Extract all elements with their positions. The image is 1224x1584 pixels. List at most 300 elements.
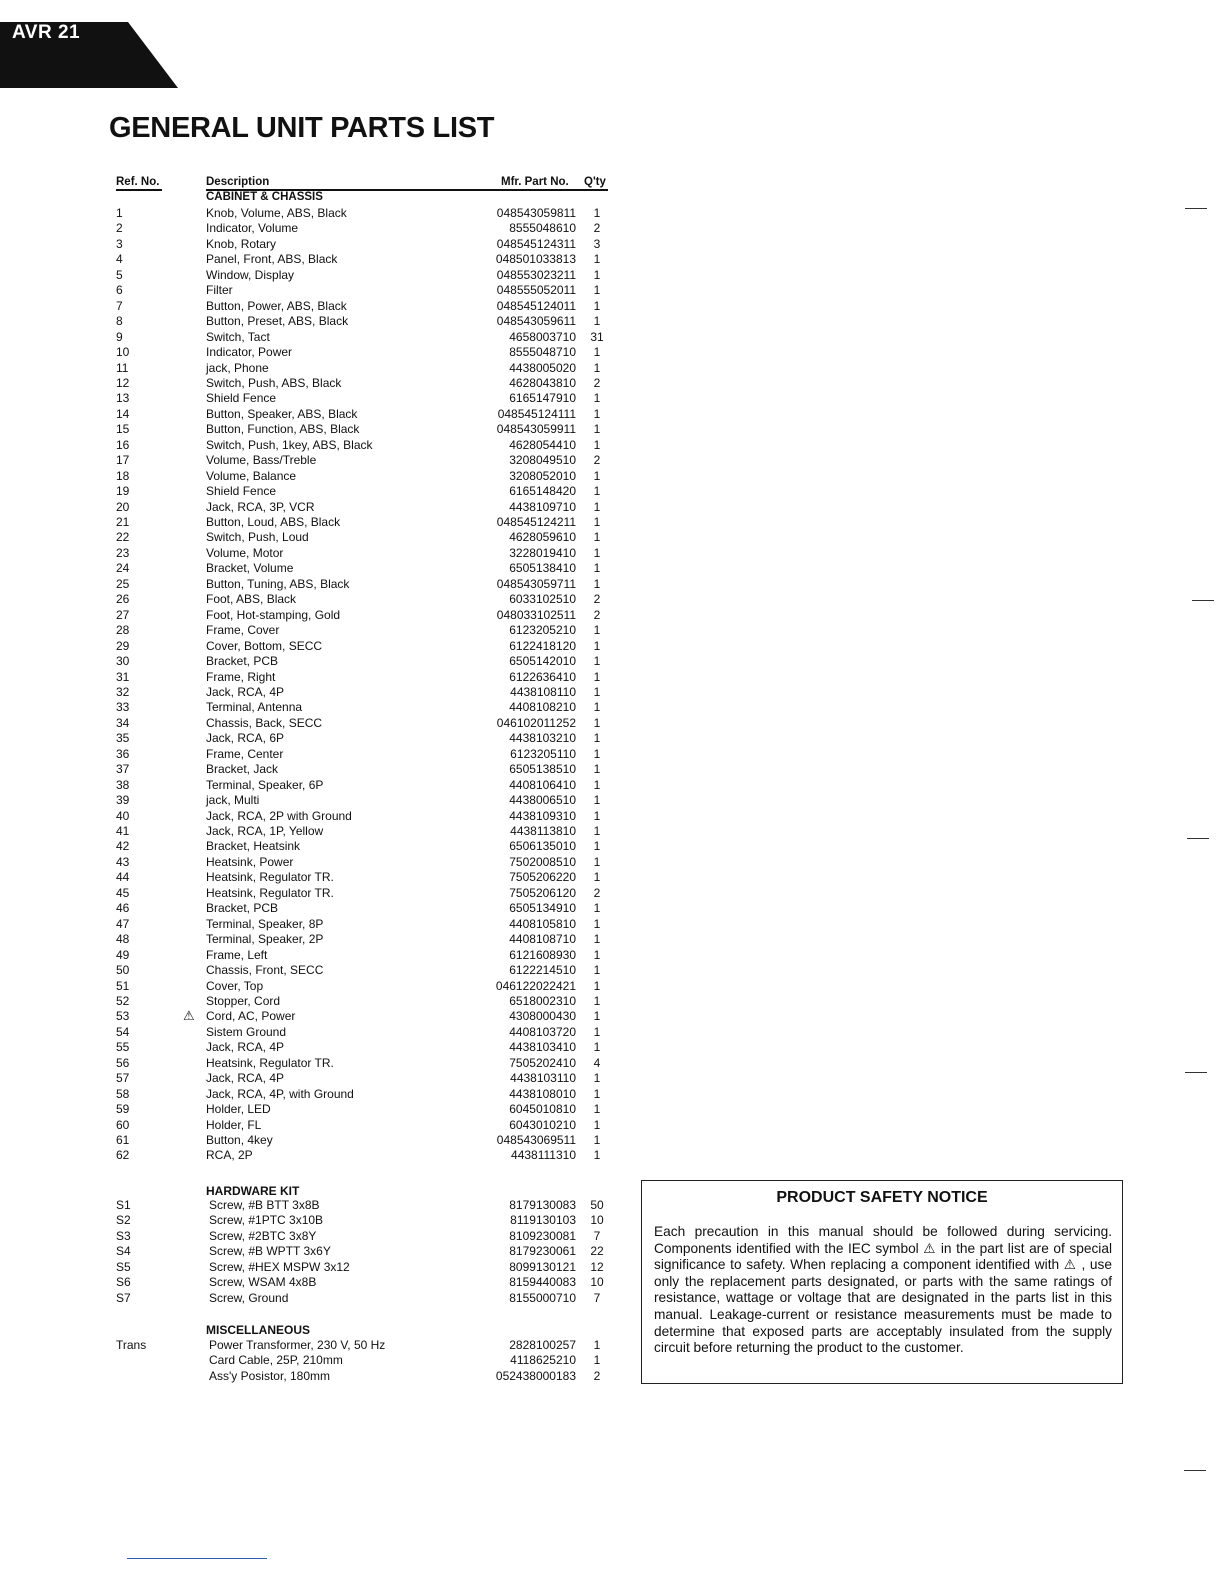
description: Screw, #B BTT 3x8B	[209, 1198, 320, 1212]
description: Sistem Ground	[206, 1024, 287, 1039]
quantity: 1	[593, 978, 601, 993]
ref-no: 39	[116, 793, 130, 808]
description: Holder, LED	[206, 1102, 271, 1117]
table-row	[0, 1056, 608, 1071]
product-safety-notice	[641, 1180, 1123, 1384]
ref-no: 30	[116, 654, 130, 669]
description: Heatsink, Regulator TR.	[206, 885, 334, 900]
description: Button, Tuning, ABS, Black	[206, 576, 350, 591]
table-row	[0, 1040, 608, 1055]
description: Volume, Motor	[206, 545, 284, 560]
quantity: 12	[590, 1259, 604, 1274]
part-number: 7502008510	[509, 854, 576, 869]
table-row	[0, 1133, 608, 1148]
table-row	[0, 1118, 608, 1133]
quantity: 2	[593, 375, 601, 390]
table-row	[0, 1260, 608, 1275]
description: Ass'y Posistor, 180mm	[209, 1368, 330, 1383]
ref-no: 13	[116, 391, 130, 406]
ref-no: 26	[116, 592, 130, 607]
part-number: 3208049510	[509, 453, 576, 468]
part-number: 4628043810	[509, 375, 576, 390]
description: Cord, AC, Power	[206, 1009, 296, 1024]
description: Jack, RCA, 4P, with Ground	[206, 1086, 354, 1101]
quantity: 1	[593, 731, 601, 746]
description: Screw, #2BTC 3x8Y	[209, 1228, 317, 1243]
ref-no: 29	[116, 638, 130, 653]
bottom-rule	[127, 1558, 267, 1559]
table-row	[0, 824, 608, 839]
table-row	[0, 1291, 608, 1306]
ref-no: 19	[116, 484, 130, 499]
quantity: 10	[590, 1275, 604, 1290]
description: Card Cable, 25P, 210mm	[209, 1353, 343, 1368]
table-row	[0, 1338, 608, 1353]
ref-no: 4	[116, 252, 123, 267]
quantity: 1	[593, 345, 601, 360]
description: Holder, FL	[206, 1117, 262, 1132]
table-row	[0, 979, 608, 994]
description: Button, Power, ABS, Black	[206, 298, 347, 313]
part-number: 6505142010	[509, 654, 576, 669]
table-row	[0, 963, 608, 978]
ref-no: 24	[116, 561, 130, 576]
part-number: 048553023211	[496, 267, 576, 282]
quantity: 4	[593, 1055, 601, 1070]
header-underline	[116, 189, 162, 191]
table-row	[0, 1148, 608, 1163]
part-number: 6122636410	[509, 669, 576, 684]
quantity: 1	[593, 406, 601, 421]
quantity: 1	[593, 993, 601, 1008]
quantity: 1	[593, 638, 601, 653]
quantity: 1	[593, 1353, 601, 1368]
table-row	[0, 422, 608, 437]
page-title: GENERAL UNIT PARTS LIST	[109, 112, 495, 144]
ref-no: S6	[116, 1275, 131, 1290]
quantity: 1	[593, 1102, 601, 1117]
part-number: 4408108710	[509, 932, 576, 947]
part-number: 6121608930	[509, 947, 576, 962]
table-row	[0, 870, 608, 885]
description: Switch, Push, Loud	[206, 530, 309, 545]
table-row	[0, 438, 608, 453]
description: Button, Loud, ABS, Black	[206, 515, 341, 529]
quantity: 1	[593, 777, 601, 792]
description: Cover, Bottom, SECC	[206, 638, 323, 653]
part-number: 052438000183	[495, 1368, 576, 1383]
margin-mark	[1185, 208, 1207, 209]
description: jack, Multi	[206, 793, 260, 808]
table-row	[0, 700, 608, 715]
part-number: 6123205210	[509, 623, 576, 638]
table-row	[0, 1071, 608, 1086]
description: Knob, Volume, ABS, Black	[206, 206, 347, 220]
ref-no: 55	[116, 1040, 130, 1055]
table-row	[0, 994, 608, 1009]
part-number: 8555048610	[509, 221, 576, 236]
description: Chassis, Back, SECC	[206, 715, 323, 730]
description: Shield Fence	[206, 391, 277, 406]
ref-no: 3	[116, 236, 123, 251]
quantity: 1	[593, 391, 601, 406]
part-number: 048501033813	[495, 252, 576, 267]
quantity: 1	[593, 947, 601, 962]
header-ref: Ref. No.	[116, 176, 160, 188]
table-row	[0, 330, 608, 345]
description: Volume, Bass/Treble	[206, 453, 317, 468]
quantity: 50	[590, 1198, 604, 1212]
ref-no: 25	[116, 576, 130, 591]
table-row	[0, 855, 608, 870]
quantity: 1	[593, 206, 601, 220]
part-number: 3228019410	[509, 545, 576, 560]
ref-no: 20	[116, 499, 130, 514]
quantity: 7	[593, 1228, 601, 1243]
part-number: 048545124311	[496, 236, 576, 251]
description: Screw, WSAM 4x8B	[209, 1275, 317, 1290]
quantity: 2	[593, 592, 601, 607]
table-row	[0, 608, 608, 623]
ref-no: 27	[116, 607, 130, 622]
table-row	[0, 484, 608, 499]
header-qty: Q'ty	[584, 176, 606, 188]
quantity: 1	[593, 870, 601, 885]
part-number: 4438103410	[509, 1040, 576, 1055]
quantity: 1	[593, 824, 601, 838]
part-number: 8109230081	[509, 1228, 576, 1243]
description: Jack, RCA, 6P	[206, 731, 285, 746]
table-row	[0, 283, 608, 298]
part-number: 048555052011	[496, 283, 576, 298]
table-row	[0, 361, 608, 376]
part-number: 8155000710	[509, 1290, 576, 1305]
description: Foot, ABS, Black	[206, 592, 297, 607]
table-row	[0, 1025, 608, 1040]
table-row	[0, 252, 608, 267]
ref-no: 1	[116, 206, 123, 220]
description: Terminal, Speaker, 8P	[206, 916, 324, 931]
quantity: 1	[593, 1117, 601, 1132]
part-number: 8159440083	[509, 1275, 576, 1290]
quantity: 2	[593, 1368, 601, 1383]
table-row	[0, 948, 608, 963]
part-number: 4408105810	[509, 916, 576, 931]
part-number: 048033102511	[496, 607, 576, 622]
description: Jack, RCA, 1P, Yellow	[206, 824, 324, 838]
description: Button, Preset, ABS, Black	[206, 314, 349, 329]
description: RCA, 2P	[206, 1148, 253, 1163]
ref-no: 38	[116, 777, 130, 792]
ref-no: 9	[116, 329, 123, 344]
description: Screw, #HEX MSPW 3x12	[209, 1259, 350, 1274]
quantity: 1	[593, 283, 601, 298]
quantity: 1	[593, 854, 601, 869]
part-number: 6505134910	[509, 901, 576, 916]
description: Heatsink, Regulator TR.	[206, 1055, 334, 1070]
ref-no: 52	[116, 993, 130, 1008]
quantity: 3	[593, 236, 601, 251]
quantity: 31	[590, 329, 604, 344]
table-row	[0, 1369, 608, 1384]
part-number: 046102011252	[496, 715, 576, 730]
quantity: 1	[593, 963, 601, 978]
ref-no: 37	[116, 762, 130, 777]
table-row	[0, 577, 608, 592]
part-number: 8119130103	[510, 1213, 576, 1228]
part-number: 6505138410	[509, 561, 576, 576]
table-row	[0, 917, 608, 932]
table-row	[0, 639, 608, 654]
section-cabinet: CABINET & CHASSIS	[206, 191, 323, 203]
ref-no: S3	[116, 1228, 131, 1243]
ref-no: 56	[116, 1055, 130, 1070]
ref-no: S2	[116, 1213, 131, 1228]
quantity: 1	[593, 515, 601, 529]
ref-no: 17	[116, 453, 130, 468]
part-number: 048545124111	[497, 406, 576, 421]
ref-no: 23	[116, 545, 130, 560]
description: Heatsink, Power	[206, 854, 294, 869]
quantity: 1	[593, 1040, 601, 1055]
part-number: 046122022421	[495, 978, 576, 993]
quantity: 1	[593, 267, 601, 282]
ref-no: 16	[116, 437, 130, 452]
quantity: 1	[593, 932, 601, 947]
ref-no: 49	[116, 947, 130, 962]
part-number: 4438113810	[510, 824, 576, 838]
description: Jack, RCA, 3P, VCR	[206, 499, 315, 514]
part-number: 4308000430	[509, 1009, 576, 1024]
part-number: 7505206220	[509, 870, 576, 885]
part-number: 6045010810	[509, 1102, 576, 1117]
description: Switch, Push, 1key, ABS, Black	[206, 437, 373, 452]
ref-no: 57	[116, 1071, 130, 1086]
part-number: 6506135010	[509, 839, 576, 854]
quantity: 1	[593, 422, 601, 437]
part-number: 4658003710	[509, 329, 576, 344]
quantity: 1	[593, 314, 601, 329]
ref-no: 61	[116, 1133, 130, 1147]
ref-no: 22	[116, 530, 130, 545]
quantity: 1	[593, 468, 601, 483]
description: Shield Fence	[206, 484, 277, 499]
quantity: 1	[593, 901, 601, 916]
ref-no: 43	[116, 854, 130, 869]
description: Filter	[206, 283, 233, 298]
part-number: 4408103720	[509, 1024, 576, 1039]
description: Power Transformer, 230 V, 50 Hz	[209, 1338, 386, 1352]
margin-mark	[1187, 838, 1209, 839]
ref-no: 21	[116, 515, 130, 529]
description: Terminal, Antenna	[206, 700, 303, 715]
table-row	[0, 793, 608, 808]
ref-no: 6	[116, 283, 123, 298]
table-row	[0, 1353, 608, 1368]
description: Button, Speaker, ABS, Black	[206, 406, 358, 421]
table-row	[0, 1213, 608, 1228]
table-row	[0, 809, 608, 824]
description: jack, Phone	[206, 360, 269, 375]
quantity: 1	[593, 252, 601, 267]
table-row	[0, 623, 608, 638]
quantity: 1	[593, 1338, 601, 1352]
quantity: 1	[593, 715, 601, 730]
ref-no: 46	[116, 901, 130, 916]
ref-no: 33	[116, 700, 130, 715]
description: Panel, Front, ABS, Black	[206, 252, 338, 267]
description: Screw, #B WPTT 3x6Y	[209, 1244, 331, 1259]
quantity: 1	[593, 1009, 601, 1024]
part-number: 048545124011	[496, 298, 576, 313]
description: Chassis, Front, SECC	[206, 963, 324, 978]
quantity: 1	[593, 746, 601, 761]
table-row	[0, 1102, 608, 1117]
part-number: 4438111310	[511, 1148, 576, 1163]
quantity: 1	[593, 484, 601, 499]
part-number: 4408108210	[509, 700, 576, 715]
table-row	[0, 747, 608, 762]
ref-no: 14	[116, 406, 130, 421]
ref-no: S5	[116, 1259, 131, 1274]
quantity: 1	[593, 499, 601, 514]
ref-no: 47	[116, 916, 130, 931]
table-row	[0, 237, 608, 252]
description: Jack, RCA, 4P	[206, 1071, 285, 1086]
table-row	[0, 731, 608, 746]
part-number: 4438006510	[509, 793, 576, 808]
description: Switch, Tact	[206, 329, 270, 344]
ref-no: 7	[116, 298, 123, 313]
description: Jack, RCA, 4P	[206, 684, 285, 699]
ref-no: 32	[116, 684, 130, 699]
part-number: 4438005020	[509, 360, 576, 375]
table-row	[0, 716, 608, 731]
ref-no: 42	[116, 839, 130, 854]
ref-no: 60	[116, 1117, 130, 1132]
quantity: 1	[593, 762, 601, 777]
part-number: 8555048710	[509, 345, 576, 360]
part-number: 048543059911	[496, 422, 576, 437]
part-number: 6165147910	[509, 391, 576, 406]
part-number: 4438108010	[509, 1086, 576, 1101]
table-row	[0, 1275, 608, 1290]
description: Window, Display	[206, 267, 295, 282]
notice-title: PRODUCT SAFETY NOTICE	[776, 1189, 988, 1206]
ref-no: 36	[116, 746, 130, 761]
quantity: 1	[593, 1086, 601, 1101]
table-row	[0, 670, 608, 685]
description: Frame, Center	[206, 746, 284, 761]
margin-mark	[1184, 1470, 1206, 1471]
part-number: 048545124211	[496, 515, 576, 529]
part-number: 7505206120	[509, 885, 576, 900]
notice-body: Each precaution in this manual should be followed during servicing. Components identified with the IEC symbol ⚠ in the part list are of special significance to safety. When replacing a component identified with ⚠ , use only the replacement parts designated, or parts with the same ratings of resistance, wattage or voltage that are designated in the parts list in this manual. Leakage-current or resistance measurements must be made to determine that exposed parts are acceptably insulated from the supply circuit before returning the product to the customer.	[654, 1224, 1112, 1356]
ref-no: 51	[116, 978, 130, 993]
ref-no: S7	[116, 1290, 131, 1305]
ref-no: 58	[116, 1086, 130, 1101]
part-number: 048543059711	[496, 576, 576, 591]
quantity: 1	[593, 1024, 601, 1039]
table-row	[0, 376, 608, 391]
ref-no: 45	[116, 885, 130, 900]
table-row	[0, 561, 608, 576]
description: Frame, Cover	[206, 623, 280, 638]
ref-no: 44	[116, 870, 130, 885]
table-row	[0, 685, 608, 700]
description: Jack, RCA, 2P with Ground	[206, 808, 352, 823]
description: Terminal, Speaker, 2P	[206, 932, 324, 947]
part-number: 6122214510	[509, 963, 576, 978]
ref-no: 28	[116, 623, 130, 638]
quantity: 22	[590, 1244, 604, 1259]
quantity: 2	[593, 221, 601, 236]
quantity: 1	[593, 684, 601, 699]
quantity: 2	[593, 607, 601, 622]
part-number: 048543059611	[496, 314, 576, 329]
description: Heatsink, Regulator TR.	[206, 870, 334, 885]
description: Knob, Rotary	[206, 236, 277, 251]
quantity: 1	[593, 623, 601, 638]
part-number: 8179130083	[509, 1198, 576, 1212]
part-number: 8099130121	[509, 1259, 576, 1274]
ref-no: 48	[116, 932, 130, 947]
part-number: 4438103110	[510, 1071, 576, 1086]
quantity: 7	[593, 1290, 601, 1305]
part-number: 6123205110	[510, 746, 576, 761]
description: Terminal, Speaker, 6P	[206, 777, 324, 792]
ref-no: S1	[116, 1198, 131, 1212]
table-row	[0, 268, 608, 283]
part-number: 2828100257	[509, 1338, 576, 1352]
part-number: 4438109710	[509, 499, 576, 514]
description: Switch, Push, ABS, Black	[206, 375, 342, 390]
table-row	[0, 839, 608, 854]
section-hardware: HARDWARE KIT	[206, 1184, 300, 1198]
warning-icon: ⚠	[183, 1008, 195, 1024]
ref-no: 8	[116, 314, 123, 329]
ref-no: S4	[116, 1244, 131, 1259]
part-number: 4438109310	[509, 808, 576, 823]
description: Frame, Left	[206, 947, 268, 962]
quantity: 1	[593, 916, 601, 931]
description: Indicator, Power	[206, 345, 293, 360]
description: Bracket, Heatsink	[206, 839, 301, 854]
table-row	[0, 515, 608, 530]
table-row	[0, 314, 608, 329]
ref-no: 15	[116, 422, 130, 437]
ref-no: 18	[116, 468, 130, 483]
part-number: 6033102510	[509, 592, 576, 607]
description: Stopper, Cord	[206, 993, 281, 1008]
quantity: 1	[593, 654, 601, 669]
description: Button, 4key	[206, 1133, 273, 1147]
description: Bracket, Jack	[206, 762, 279, 777]
table-row	[0, 1229, 608, 1244]
part-number: 3208052010	[509, 468, 576, 483]
part-number: 8179230061	[509, 1244, 576, 1259]
table-row	[0, 299, 608, 314]
ref-no: 40	[116, 808, 130, 823]
table-row	[0, 762, 608, 777]
description: Button, Function, ABS, Black	[206, 422, 360, 437]
table-row	[0, 453, 608, 468]
quantity: 2	[593, 453, 601, 468]
part-number: 7505202410	[509, 1055, 576, 1070]
part-number: 4438103210	[509, 731, 576, 746]
quantity: 1	[593, 669, 601, 684]
quantity: 1	[593, 839, 601, 854]
